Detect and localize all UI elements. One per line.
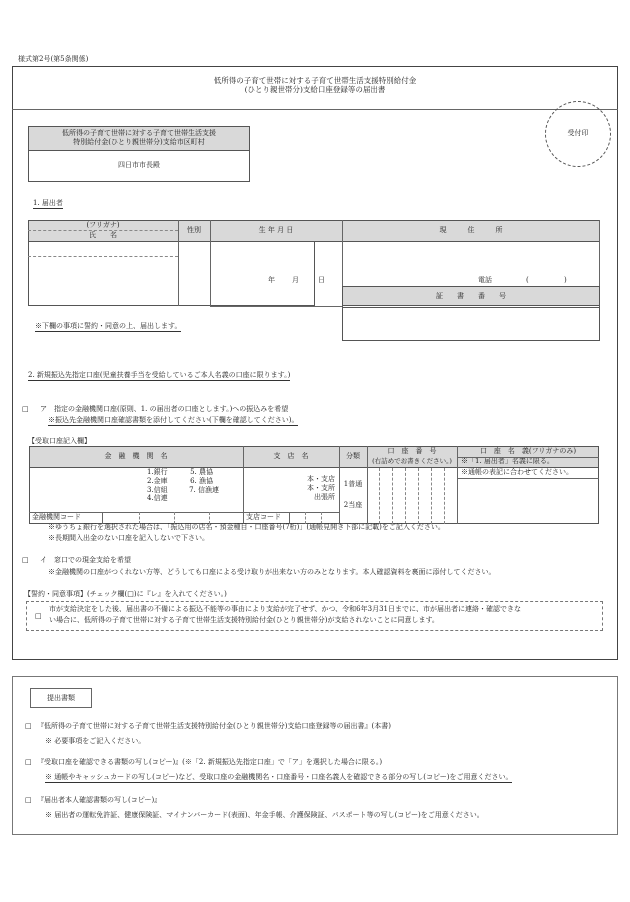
branch-header: 支 店 名 [273, 452, 309, 460]
bank-type-7[interactable]: 7. 信漁連 [189, 485, 219, 494]
bank-type-5[interactable]: 5. 農協 [190, 468, 213, 476]
branch-type-honshisho[interactable]: 本・支所 [307, 483, 335, 492]
dob-label: 生 年 月 日 [258, 226, 294, 234]
addressee-box [28, 126, 250, 182]
day-label: 日 [318, 276, 325, 284]
title-divider [12, 109, 618, 110]
bank-header: 金 融 機 関 名 [104, 452, 168, 460]
pledge-note: ※下欄の事項に誓約・同意の上、届出します。 [35, 322, 182, 330]
address-field[interactable] [342, 242, 600, 286]
branch-type-shucchojo[interactable]: 出張所 [314, 492, 335, 501]
name-label: 氏 名 [89, 231, 117, 239]
doc1-note: ※ 必要事項をご記入ください。 [45, 737, 146, 745]
branch-code-label: 支店コード [246, 513, 281, 521]
account-number-field[interactable] [368, 468, 457, 524]
pledge-checkbox[interactable]: □ [35, 612, 42, 620]
phone-paren-open: ( [526, 276, 529, 284]
reception-stamp-circle [545, 101, 611, 167]
yucho-note: ※ゆうちょ銀行を選択された場合は、「振込用の店名・預金種目・口座番号(7桁)」(通帳見開き下部に記載)をご記入ください。 [48, 523, 445, 531]
option-i-note: ※金融機関の口座がつくれない方等、どうしても口座による受け取りが出来ない方のみとなります。本人確認資料を裏面に添付してください。 [48, 568, 496, 576]
form-number: 様式第2号(第5条関係) [18, 55, 89, 63]
pledge-heading: 【誓約・同意事項】(チェック欄(□)に『レ』を入れてください。) [24, 590, 227, 598]
option-i-checkbox[interactable]: □ [22, 556, 29, 564]
bank-type-4[interactable]: 4.信連 [147, 494, 168, 503]
bank-type-3[interactable]: 3.信組 [147, 485, 168, 494]
stamp-label: 受付印 [567, 129, 589, 137]
doc3-checkbox[interactable]: □ [25, 796, 32, 804]
documents-heading: 提出書類 [30, 688, 92, 708]
branch-type-honshiten[interactable]: 本・支店 [307, 475, 335, 483]
bank-type-1[interactable]: 1.銀行 [147, 468, 168, 476]
sex-label: 性別 [187, 226, 201, 234]
doc2-note: ※ 通帳やキャッシュカードの写し(コピー)など、受取口座の金融機関名・口座番号・口座名義人を確認できる部分の写し(コピー)をご用意ください。 [45, 773, 513, 781]
address-label: 現 住 所 [439, 226, 503, 234]
month-label: 月 [292, 276, 299, 284]
doc3-note: ※ 届出者の運転免許証、健康保険証、マイナンバーカード(表面)、年金手帳、介護保険証、パスポート等の写し(コピー)をご用意ください。 [45, 811, 484, 819]
form-title [12, 76, 618, 95]
phone-paren-close: ) [564, 276, 567, 284]
addressee-value: 四日市市長殿 [118, 161, 160, 169]
account-no-sub: (右詰めでお書きください。) [372, 457, 452, 465]
cert-number-field[interactable] [342, 306, 600, 341]
doc3-title: 『届出者本人確認書類の写し(コピー)』 [37, 796, 162, 804]
furigana-label: (フリガナ) [86, 221, 120, 229]
addressee-header-line1: 低所得の子育て世帯に対する子育て世帯生活支援 [62, 129, 216, 137]
section1-heading: 1. 届出者 [33, 199, 63, 207]
addressee-header [29, 127, 249, 151]
doc1-checkbox[interactable]: □ [25, 722, 32, 730]
section2-heading: 2. 新規振込先指定口座(児童扶養手当を受給しているご本人名義の口座に限ります。) [28, 371, 291, 379]
name-field[interactable] [28, 256, 178, 306]
account-type-toza[interactable]: 2当座 [343, 501, 363, 509]
furigana-field[interactable] [28, 242, 178, 256]
sex-field[interactable] [178, 242, 210, 306]
option-i-label: イ 窓口での現金支給を希望 [40, 556, 131, 564]
type-header: 分類 [346, 452, 360, 460]
addressee-header-line2: 特別給付金(ひとり親世帯分)支給市区町村 [73, 137, 205, 146]
year-label: 年 [268, 276, 275, 284]
phone-label: 電話 [478, 276, 492, 284]
doc1-title: 『低所得の子育て世帯に対する子育て世帯生活支援特別給付金(ひとり親世帯分)支給口座登録等の届出書』(本書) [37, 722, 391, 730]
pledge-text-line1: 市が支給決定をした後、届出書の不備による振込不能等の事由により支給が完了せず、かつ、令和6年3月31日までに、市が届出者に連絡・確認できな [49, 605, 521, 613]
account-type-futsu[interactable]: 1普通 [343, 480, 363, 488]
dormant-note: ※長期間入出金のない口座を記入しないで下さい。 [48, 534, 209, 542]
form-title-line2: (ひとり親世帯分)支給口座登録等の届出書 [244, 85, 386, 95]
option-a-note: ※振込先金融機関口座確認書類を添付してください(下欄を確認してください)。 [48, 416, 299, 424]
account-holder-field[interactable] [458, 479, 599, 524]
bank-code-label: 金融機関コード [32, 513, 81, 521]
bank-type-2[interactable]: 2.金庫 [147, 476, 168, 485]
holder-note-2: ※通帳の表記に合わせてください。 [461, 468, 573, 476]
bank-type-6[interactable]: 6. 漁協 [190, 476, 213, 485]
pledge-box [26, 601, 603, 631]
form-title-line1: 低所得の子育て世帯に対する子育て世帯生活支援特別給付金 [213, 76, 417, 85]
cert-number-label: 証 書 番 号 [342, 286, 600, 306]
option-a-checkbox[interactable]: □ [22, 405, 29, 413]
account-section-label: 【受取口座記入欄】 [28, 437, 91, 445]
branch-type-list [273, 475, 335, 501]
bank-type-list [147, 468, 243, 503]
option-a-label: ア 指定の金融機関口座(原則、1. の届出者の口座とします。)への振込みを希望 [40, 405, 289, 413]
pledge-text-line2: い場合に、低所得の子育て世帯に対する子育て世帯生活支援特別給付金(ひとり親世帯分)が支給されないことに同意します。 [49, 616, 439, 624]
account-table [29, 446, 599, 524]
holder-header: 口 座 名 義(フリガナのみ) [479, 447, 577, 455]
doc2-checkbox[interactable]: □ [25, 758, 32, 766]
doc2-title: 『受取口座を確認できる書類の写し(コピー)』(※「2. 新規振込先指定口座」で「ア」を選択した場合に限る。) [37, 758, 383, 766]
holder-note-1: ※「1. 届出者」名義に限る。 [461, 457, 554, 465]
account-no-header: 口 座 番 号 [387, 447, 437, 455]
